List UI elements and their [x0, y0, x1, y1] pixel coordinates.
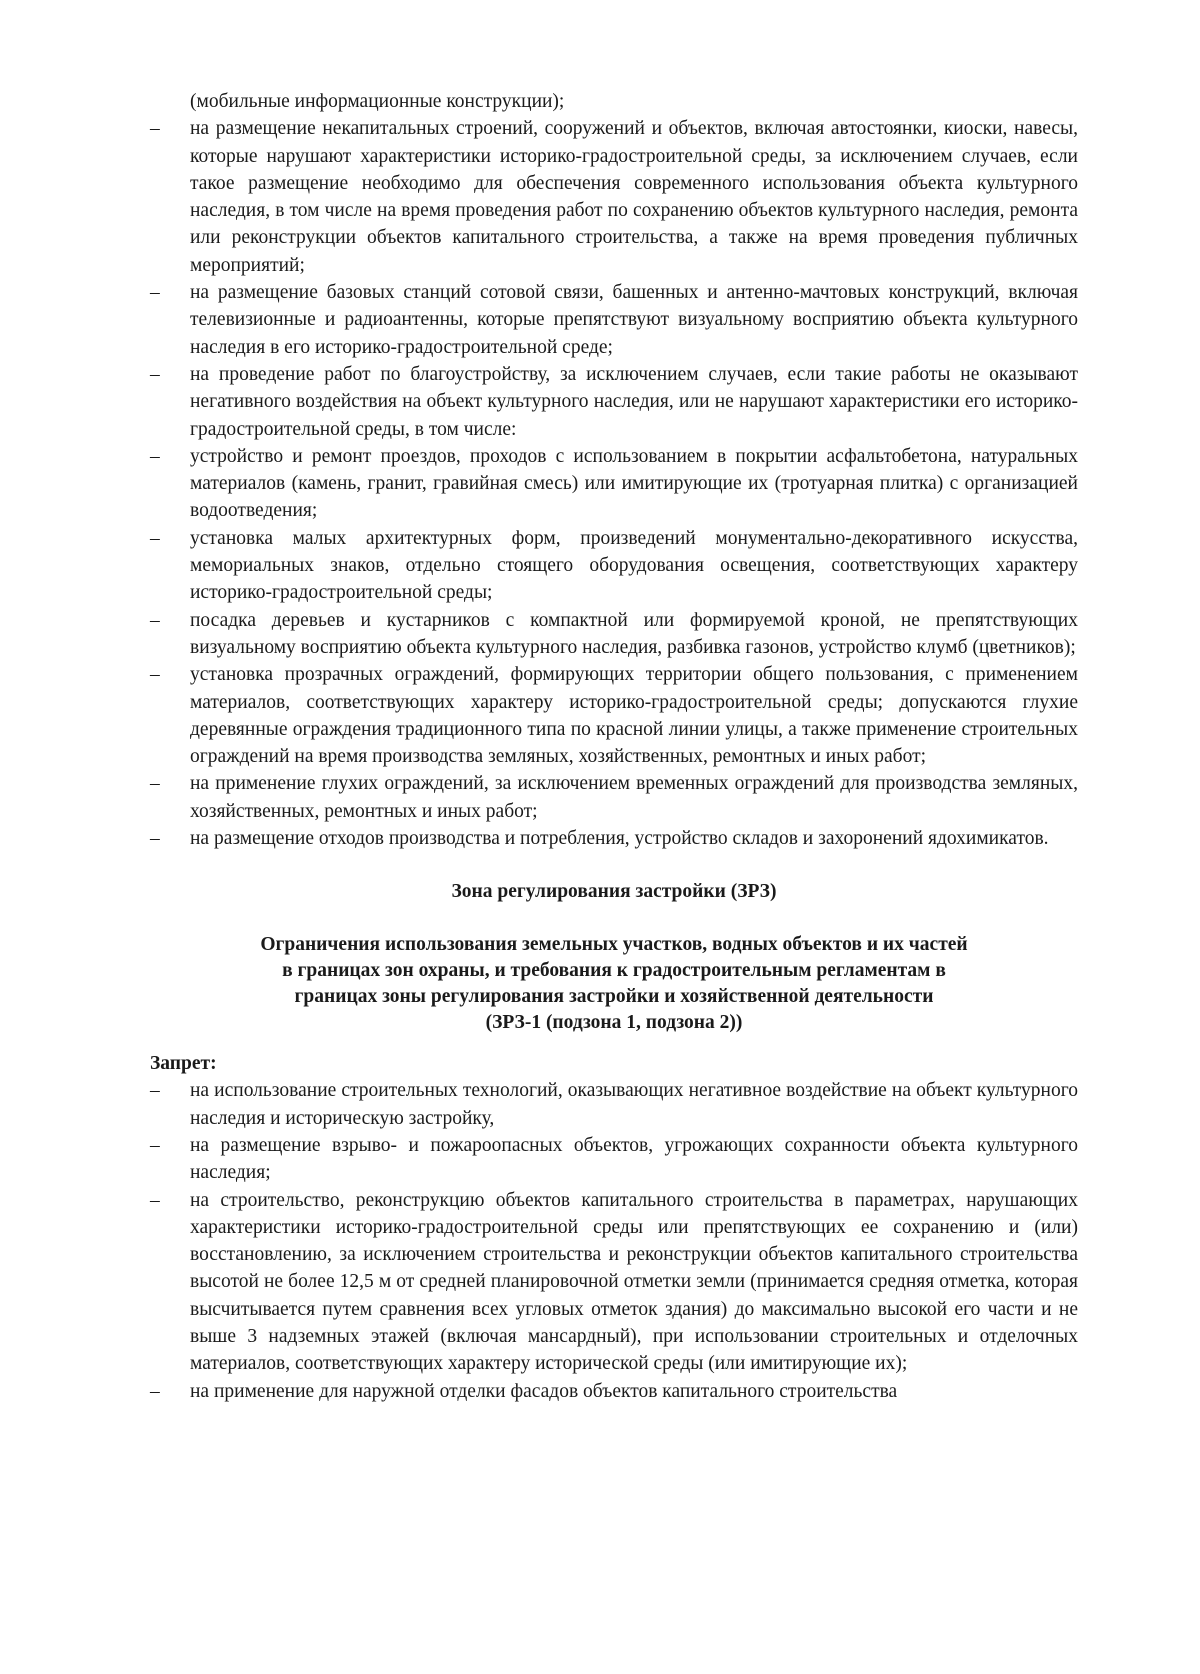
list-item-text: на применение для наружной отделки фасадов объектов капитального строительства	[190, 1380, 898, 1402]
list-item	[150, 1187, 1078, 1378]
list-item-text: на размещение отходов производства и потребления, устройство складов и захоронений ядохимикатов.	[190, 828, 1049, 850]
list-item	[150, 361, 1078, 443]
dash-marker: –	[150, 282, 160, 304]
dash-marker: –	[150, 1134, 160, 1156]
dash-marker: –	[150, 1380, 160, 1402]
dash-marker: –	[150, 363, 160, 385]
list-item-text: на размещение некапитальных строений, сооружений и объектов, включая автостоянки, киоски, навесы, которые нарушают характеристики историко-градостроительной среды, за исключением случаев, если такое размещение необходимо для обеспечения современного использования объекта культурного наследия, в том числе на время проведения работ по сохранению объектов культурного наследия, ремонта или реконструкции объектов капитального строительства, а также на время проведения публичных мероприятий;	[190, 118, 1078, 276]
list-item	[150, 525, 1078, 607]
list-item	[150, 770, 1078, 825]
ban-list	[150, 1077, 1078, 1405]
list-item-text: на размещение базовых станций сотовой связи, башенных и антенно-мачтовых конструкций, включая телевизионные и радиоантенны, которые препятствуют визуальному восприятию объекта культурного наследия в его историко-градостроительной среде;	[190, 282, 1078, 358]
continued-line: (мобильные информационные конструкции);	[190, 91, 565, 112]
dash-marker: –	[150, 445, 160, 467]
subheading-line: (ЗРЗ-1 (подзона 1, подзона 2))	[485, 1012, 743, 1034]
subheading-line: в границах зон охраны, и требования к градостроительным регламентам в	[282, 960, 946, 982]
list-item-text: на проведение работ по благоустройству, за исключением случаев, если такие работы не оказывают негативного воздействия на объект культурного наследия, или не нарушают характеристики его историко-градостроительной среды, в том числе:	[190, 363, 1078, 440]
zone-title: Зона регулирования застройки (ЗРЗ)	[451, 881, 777, 903]
subheading-line: границах зоны регулирования застройки и хозяйственной деятельности	[294, 986, 934, 1008]
list-item	[150, 1378, 1078, 1405]
list-item-text: на применение глухих ограждений, за исключением временных ограждений для производства земляных, хозяйственных, ремонтных и иных работ;	[190, 773, 1078, 822]
dash-marker: –	[150, 118, 160, 140]
list-item-text: установка прозрачных ограждений, формирующих территории общего пользования, с применением материалов, соответствующих характеру историко-градостроительной среды; допускаются глухие деревянные ограждения традиционного типа по красной линии улицы, а также применение строительных ограждений на время производства земляных, хозяйственных, ремонтных и иных работ;	[190, 664, 1078, 768]
list-item-text: на строительство, реконструкцию объектов капитального строительства в параметрах, нарушающих характеристики историко-градостроительной среды или препятствующих ее сохранению и (или) восстановлению, за исключением строительства и реконструкции объектов капитального строительства высотой не более 12,5 м от средней планировочной отметки земли (принимается средняя отметка, которая высчитывается путем сравнения всех угловых отметок здания) до максимально высокой его части и не выше 3 надземных этажей (включая мансардный), при использовании строительных и отделочных материалов, соответствующих характеру исторической среды (или имитирующие их);	[190, 1189, 1078, 1375]
list-item	[150, 607, 1078, 662]
list-item	[150, 1132, 1078, 1187]
list-item	[150, 825, 1078, 852]
dash-marker: –	[150, 773, 160, 795]
list-item	[150, 279, 1078, 361]
list-item-text: устройство и ремонт проездов, проходов с использованием в покрытии асфальтобетона, натуральных материалов (камень, гранит, гравийная смесь) или имитирующие их (тротуарная плитка) с организацией водоотведения;	[190, 445, 1078, 522]
ban-label: Запрет:	[150, 1053, 217, 1075]
list-item-text: посадка деревьев и кустарников с компактной или формируемой кроной, не препятствующих визуальному восприятию объекта культурного наследия, разбивка газонов, устройство клумб (цветников);	[190, 609, 1078, 658]
dash-marker: –	[150, 527, 160, 549]
list-item	[150, 443, 1078, 525]
dash-marker: –	[150, 1189, 160, 1211]
list-item-text: на размещение взрыво- и пожароопасных объектов, угрожающих сохранности объекта культурного наследия;	[190, 1134, 1078, 1184]
list-item	[150, 1077, 1078, 1132]
restriction-list	[150, 115, 1078, 852]
dash-marker: –	[150, 1080, 160, 1102]
list-item	[150, 115, 1078, 279]
list-item	[150, 661, 1078, 770]
list-item-text: установка малых архитектурных форм, произведений монументально-декоративного искусства, мемориальных знаков, отдельно стоящего оборудования освещения, соответствующих характеру историко-градостроительной среды;	[190, 527, 1078, 604]
dash-marker: –	[150, 609, 160, 631]
section-subheading	[150, 932, 1078, 1036]
list-item-text: на использование строительных технологий, оказывающих негативное воздействие на объект культурного наследия и историческую застройку,	[190, 1080, 1078, 1129]
dash-marker: –	[150, 664, 160, 686]
dash-marker: –	[150, 828, 160, 850]
subheading-line: Ограничения использования земельных участков, водных объектов и их частей	[260, 934, 968, 956]
document-body	[150, 88, 1078, 1405]
